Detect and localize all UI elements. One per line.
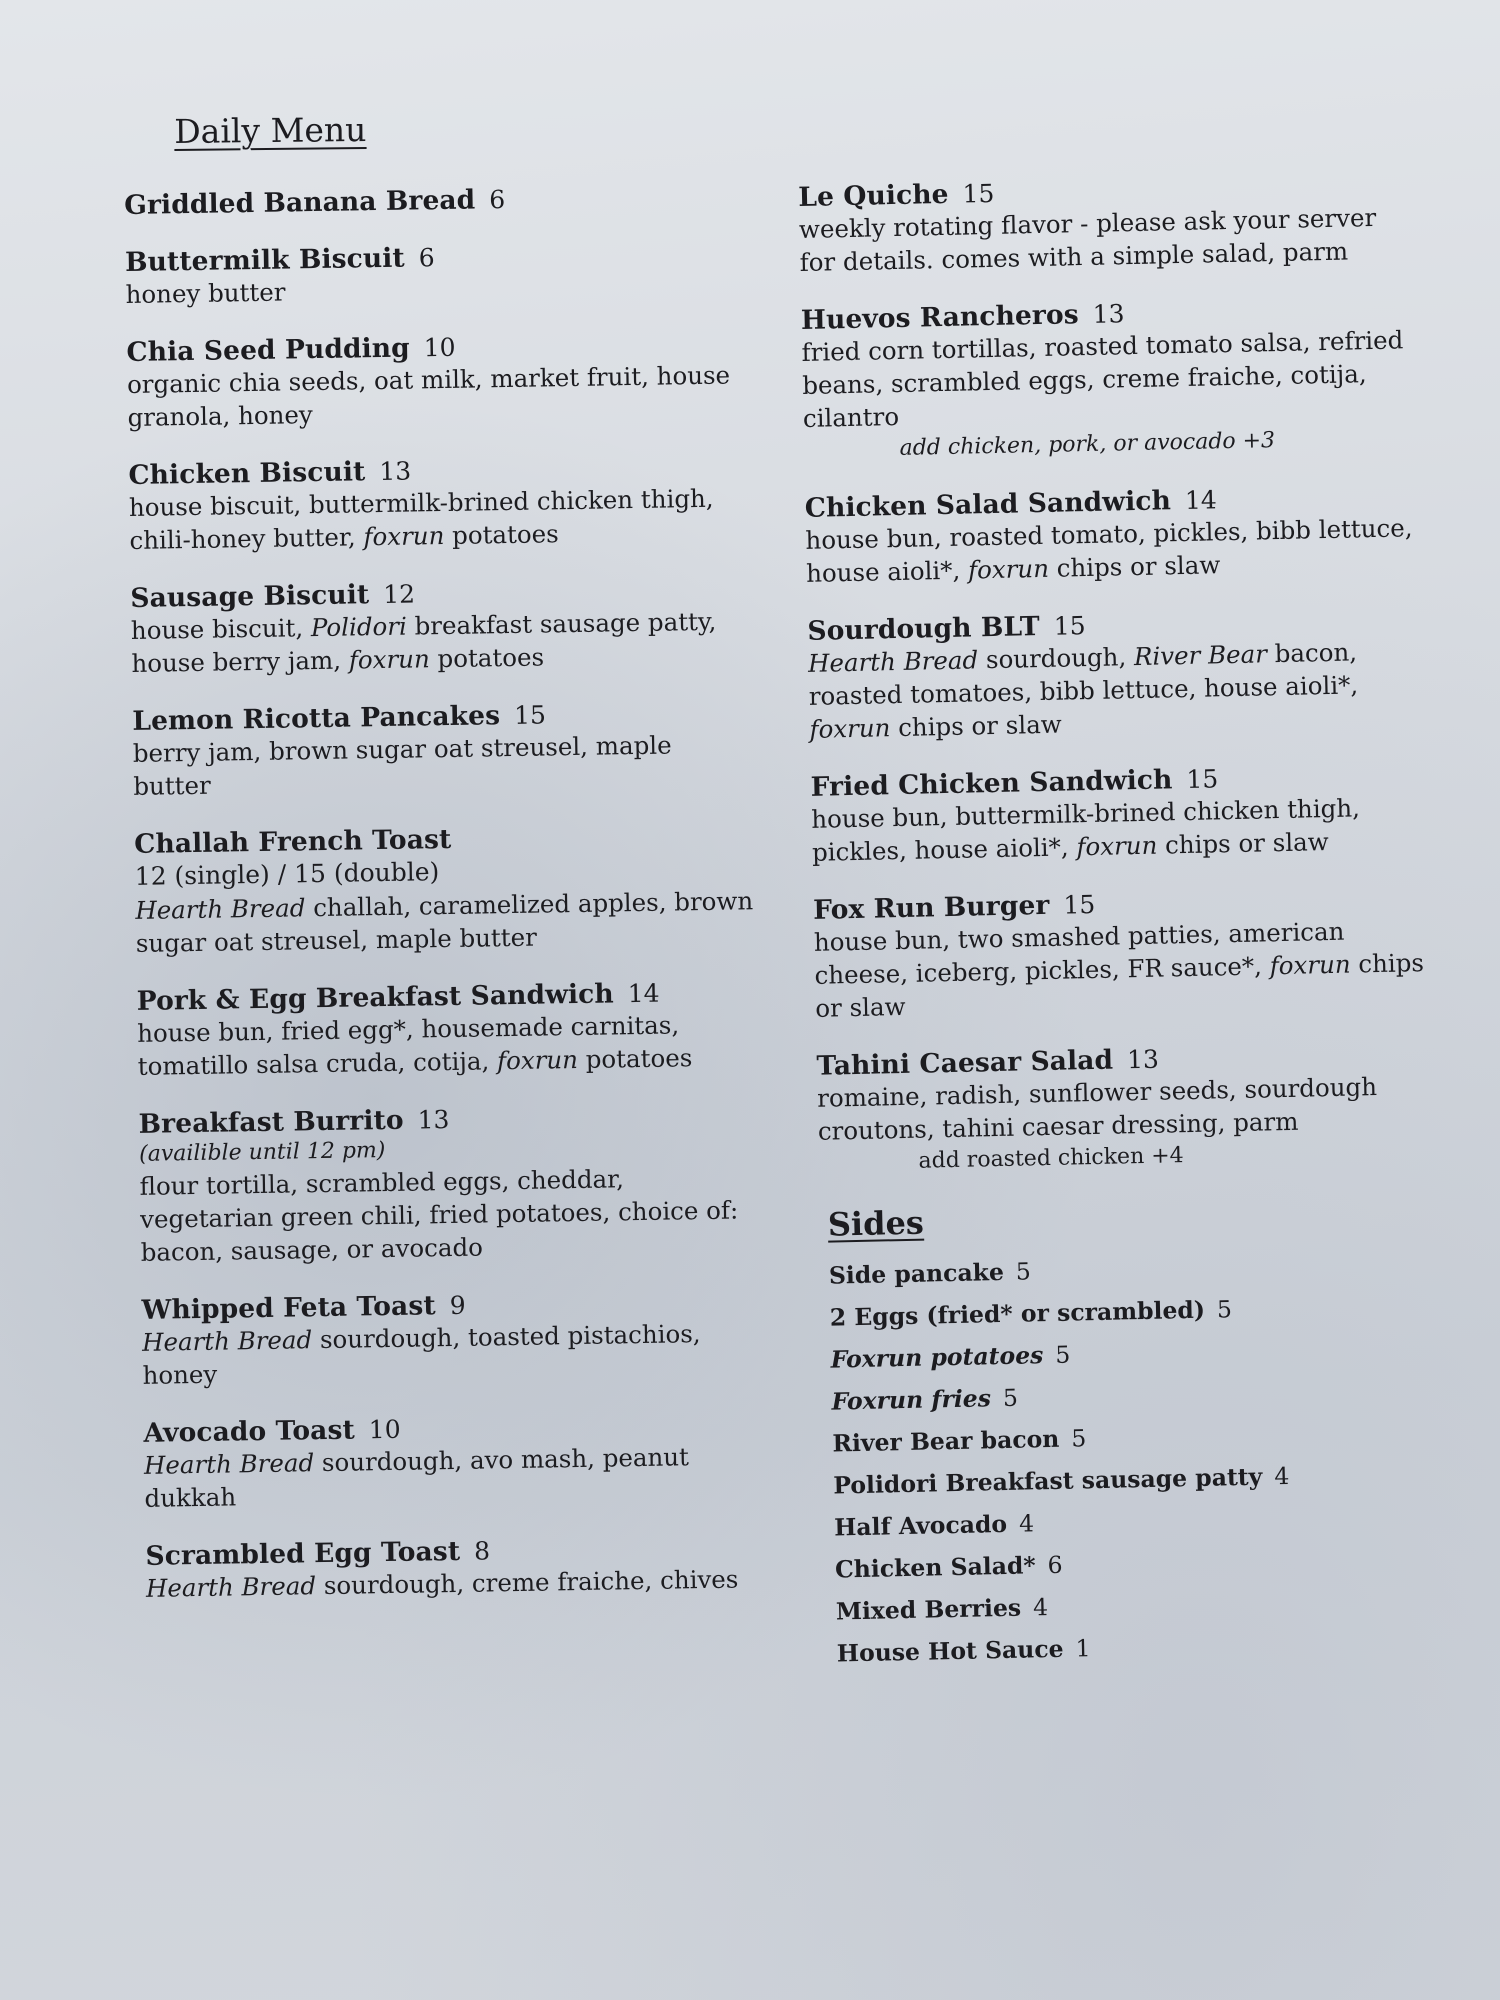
- description-text: chips or slaw: [815, 948, 1425, 1023]
- menu-item-name: Fox Run Burger: [812, 889, 1050, 926]
- menu-item-name: Chicken Salad Sandwich: [804, 485, 1172, 524]
- description-text: house bun, fried egg*, housemade carnitas, tomatillo salsa cruda, cotija,: [137, 1010, 680, 1081]
- menu-item-name: Avocado Toast: [143, 1414, 356, 1449]
- brand-name: foxrun: [967, 553, 1050, 585]
- menu-item-price: 13: [1092, 299, 1125, 329]
- description-text: sourdough, creme fraiche, chives: [315, 1564, 739, 1601]
- menu-item-price: 10: [368, 1414, 401, 1445]
- menu-item-price: 10: [423, 332, 456, 363]
- description-text: potatoes: [577, 1043, 693, 1074]
- right-column: [798, 169, 1449, 1682]
- menu-item-name: Buttermilk Biscuit: [124, 242, 405, 278]
- description-text: sourdough,: [977, 642, 1135, 675]
- side-item-price: 5: [1015, 1257, 1032, 1286]
- description-text: sourdough, toasted pistachios, honey: [142, 1319, 701, 1390]
- side-item: [831, 1375, 1443, 1416]
- brand-name: foxrun: [1269, 949, 1351, 981]
- description-text: flour tortilla, scrambled eggs, cheddar, vegetarian green chili, fried potatoes, choice of: bacon, sausage, or avocado: [139, 1164, 739, 1267]
- description-text: organic chia seeds, oat milk, market fruit, house granola, honey: [126, 360, 731, 432]
- menu-item-description: [799, 200, 1420, 279]
- side-item: [834, 1501, 1446, 1542]
- menu-item: [134, 819, 756, 960]
- brand-name: foxrun: [496, 1044, 579, 1076]
- menu-item-description: [814, 913, 1436, 1025]
- side-item: [829, 1249, 1441, 1290]
- menu-item-description: [142, 1316, 763, 1392]
- left-column: [124, 180, 767, 1631]
- description-text: house bun, two smashed patties, american cheese, iceberg, pickles, FR sauce*,: [813, 916, 1345, 990]
- side-item: [833, 1459, 1445, 1500]
- menu-item-header: [124, 180, 744, 221]
- menu-item-description: [811, 790, 1432, 869]
- side-item-name: Polidori Breakfast sausage patty: [833, 1462, 1263, 1500]
- menu-item-name: Sourdough BLT: [807, 611, 1041, 647]
- menu-item: [807, 603, 1430, 746]
- side-item-name: Side pancake: [828, 1257, 1005, 1290]
- description-text: fried corn tortillas, roasted tomato salsa, refried beans, scrambled eggs, creme fraiche, cotija, cilantro: [801, 325, 1404, 433]
- side-item: [830, 1333, 1442, 1374]
- menu-item-price: 13: [379, 456, 412, 487]
- menu-item-name: Tahini Caesar Salad: [816, 1044, 1114, 1082]
- side-item: [837, 1627, 1449, 1668]
- menu-item-name: Pork & Egg Breakfast Sandwich: [136, 978, 615, 1017]
- menu-item-price: 15: [1053, 611, 1086, 641]
- menu-item: [137, 976, 758, 1083]
- menu-item: [124, 180, 744, 221]
- description-text: challah, caramelized apples, brown sugar oat streusel, maple butter: [135, 886, 754, 958]
- description-text: house bun, buttermilk-brined chicken thigh, pickles, house aioli*,: [811, 793, 1361, 867]
- menu-item-price: 13: [1126, 1044, 1160, 1075]
- description-text: potatoes: [444, 519, 559, 551]
- menu-item-price-options: 12 (single) / 15 (double): [134, 857, 440, 891]
- menu-item-name: Huevos Rancheros: [800, 299, 1080, 336]
- menu-item-price: 15: [1063, 889, 1096, 920]
- brand-name: Hearth Bread: [145, 1571, 317, 1603]
- description-text: chips or slaw: [890, 709, 1063, 743]
- brand-name: Hearth Bread: [141, 1325, 313, 1357]
- description-text: honey butter: [125, 277, 286, 309]
- side-item-name: Mixed Berries: [835, 1593, 1022, 1626]
- side-item-price: 5: [1216, 1295, 1233, 1324]
- side-item-name: Foxrun fries: [831, 1384, 992, 1416]
- brand-name: foxrun: [809, 713, 891, 744]
- sides-title: Sides: [827, 1203, 925, 1244]
- brand-name: Hearth Bread: [143, 1448, 315, 1480]
- menu-item-price: 8: [473, 1536, 491, 1566]
- menu-item-price: 15: [513, 700, 547, 730]
- menu-title: Daily Menu: [174, 109, 367, 151]
- description-text: potatoes: [429, 642, 545, 674]
- menu-item-description: [144, 1439, 765, 1515]
- side-item: [829, 1291, 1441, 1332]
- menu-item-note: (availible until 12 pm): [138, 1138, 386, 1167]
- menu-item-description: [139, 1160, 760, 1269]
- menu-item: [145, 1531, 766, 1605]
- description-text: house bun, roasted tomato, pickles, bibb lettuce, house aioli*,: [805, 513, 1413, 588]
- description-text: chips or slaw: [1157, 827, 1329, 860]
- side-item: [835, 1543, 1447, 1584]
- menu-item-name: Sausage Biscuit: [130, 579, 370, 614]
- description-text: bacon, roasted tomatoes, bibb lettuce, house aioli*,: [808, 637, 1359, 711]
- brand-name: River Bear: [1133, 639, 1268, 672]
- menu-item: [816, 1038, 1439, 1180]
- menu-item: [125, 237, 746, 311]
- menu-item-price: 6: [418, 243, 435, 273]
- brand-name: Hearth Bread: [135, 893, 306, 925]
- menu-item-description: [135, 884, 756, 960]
- menu-item: [143, 1408, 764, 1515]
- menu-item: [128, 450, 749, 557]
- menu-item: [810, 759, 1432, 869]
- menu-item: [126, 327, 747, 434]
- side-item-name: Half Avocado: [833, 1509, 1008, 1542]
- side-item-price: 4: [1273, 1461, 1290, 1491]
- menu-item-description: [808, 634, 1430, 746]
- menu-item-description: [129, 481, 750, 557]
- menu-item-price: 14: [1184, 485, 1218, 515]
- menu-item-description: [137, 1007, 758, 1083]
- menu-item-description: [131, 604, 752, 680]
- side-item-price: 5: [1071, 1424, 1087, 1453]
- menu-item-addon: add roasted chicken +4: [918, 1143, 1184, 1174]
- menu-item-description: [133, 727, 754, 803]
- right-column-items: [798, 169, 1439, 1180]
- menu-item-description: [805, 511, 1426, 590]
- menu-item-name: Griddled Banana Bread: [124, 184, 476, 221]
- side-item: [832, 1417, 1444, 1458]
- menu-item-description: [127, 358, 748, 434]
- menu-item: [801, 292, 1424, 467]
- menu-item: [138, 1099, 760, 1269]
- brand-name: Polidori: [310, 611, 408, 643]
- menu-item-name: Chicken Biscuit: [128, 456, 366, 491]
- menu-item: [141, 1285, 762, 1392]
- menu-item-price: 6: [489, 185, 506, 215]
- description-text: house biscuit,: [130, 613, 312, 645]
- side-item-name: River Bear bacon: [832, 1424, 1060, 1458]
- description-text: house biscuit, buttermilk-brined chicken thigh, chili-honey butter,: [128, 483, 714, 555]
- menu-item-name: Le Quiche: [798, 178, 949, 213]
- menu-item: [130, 573, 751, 680]
- menu-item-description: [801, 323, 1423, 435]
- side-item-name: Foxrun potatoes: [830, 1341, 1044, 1374]
- description-text: sourdough, avo mash, peanut dukkah: [144, 1442, 690, 1513]
- menu-item-price: 12: [383, 579, 416, 609]
- menu-item-price: 15: [1186, 764, 1219, 794]
- brand-name: foxrun: [348, 644, 430, 675]
- description-text: weekly rotating flavor - please ask your server for details. comes with a simple salad, parm: [798, 202, 1377, 277]
- side-item-price: 5: [1002, 1383, 1019, 1412]
- side-item-name: 2 Eggs (fried* or scrambled): [829, 1295, 1206, 1332]
- menu-item-price: 14: [627, 978, 660, 1009]
- brand-name: foxrun: [1076, 830, 1158, 862]
- description-text: breakfast sausage patty, house berry jam,: [131, 606, 717, 678]
- menu-item-price: 9: [449, 1290, 466, 1321]
- menu-item-addon: add chicken, pork, or avocado +3: [899, 428, 1276, 461]
- menu-item: [805, 480, 1427, 590]
- side-item-price: 4: [1018, 1509, 1035, 1538]
- side-item-name: Chicken Salad*: [834, 1551, 1036, 1584]
- description-text: chips or slaw: [1048, 550, 1221, 583]
- side-item-name: House Hot Sauce: [836, 1634, 1064, 1668]
- menu-item-name: Whipped Feta Toast: [141, 1290, 436, 1326]
- side-item-price: 5: [1055, 1340, 1071, 1369]
- menu-item: [798, 169, 1420, 279]
- menu-item-name: Lemon Ricotta Pancakes: [132, 700, 501, 737]
- side-item-price: 6: [1047, 1550, 1063, 1580]
- menu-item-name: Breakfast Burrito: [138, 1104, 404, 1140]
- menu-item-price: 13: [417, 1105, 450, 1135]
- menu-item: [813, 882, 1436, 1025]
- side-item-price: 1: [1075, 1634, 1091, 1663]
- description-text: romaine, radish, sunflower seeds, sourdough croutons, tahini caesar dressing, parm: [816, 1072, 1378, 1146]
- menu-item: [132, 696, 753, 803]
- side-item-price: 4: [1032, 1593, 1049, 1622]
- brand-name: Hearth Bread: [807, 645, 979, 678]
- menu-item-name: Scrambled Egg Toast: [145, 1535, 461, 1572]
- description-text: berry jam, brown sugar oat streusel, maple butter: [132, 730, 672, 801]
- menu-item-price: 15: [962, 178, 995, 209]
- menu-item-name: Challah French Toast: [134, 823, 452, 860]
- menu-item-name: Chia Seed Pudding: [126, 332, 411, 368]
- side-item: [836, 1585, 1448, 1626]
- menu-item-name: Fried Chicken Sandwich: [810, 764, 1173, 803]
- brand-name: foxrun: [363, 521, 445, 552]
- sides-list: [821, 1249, 1449, 1668]
